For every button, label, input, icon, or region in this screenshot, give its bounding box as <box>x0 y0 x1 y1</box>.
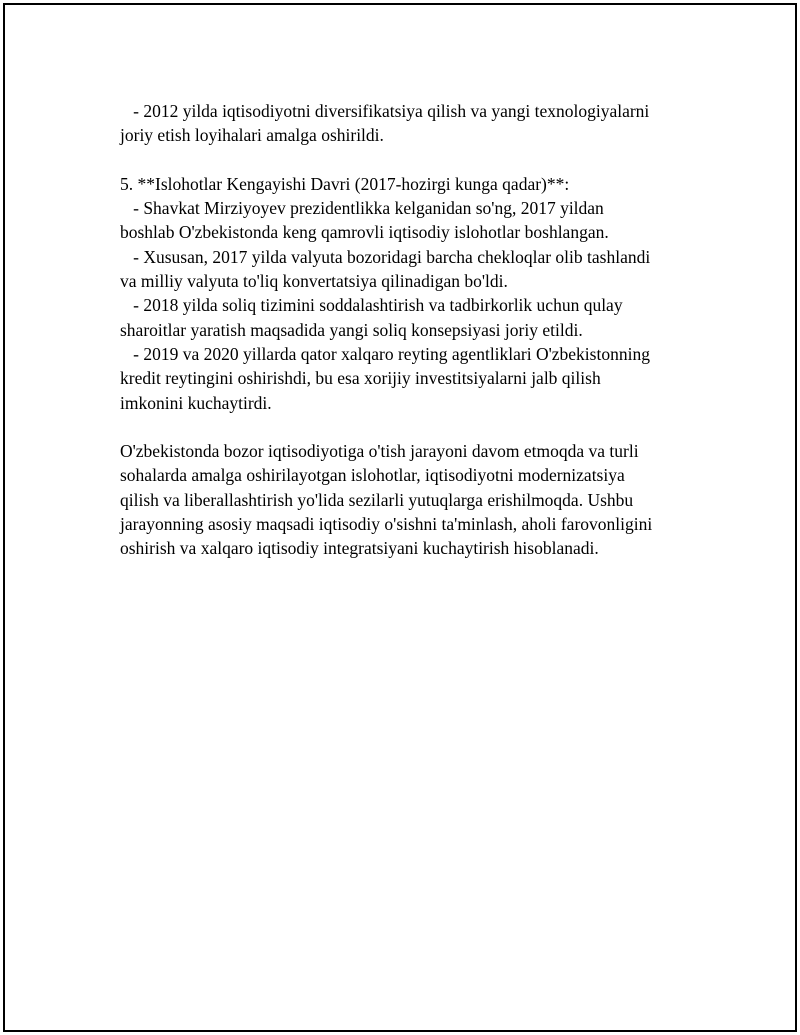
text-line: - 2019 va 2020 yillarda qator xalqaro reyting agentliklari O'zbekistonning <box>120 343 650 364</box>
text-line: oshirish va xalqaro iqtisodiy integratsiyani kuchaytirish hisoblanadi. <box>120 538 599 559</box>
blank-line <box>120 415 700 439</box>
document-page <box>3 3 797 1032</box>
document-body <box>120 99 700 561</box>
text-line: joriy etish loyihalari amalga oshirildi. <box>120 125 384 146</box>
section-heading: 5. **Islohotlar Kengayishi Davri (2017-hozirgi kunga qadar)**: <box>120 173 570 194</box>
text-line: - Xususan, 2017 yilda valyuta bozoridagi barcha chekloqlar olib tashlandi <box>120 246 651 267</box>
text-line: sohalarda amalga oshirilayotgan islohotlar, iqtisodiyotni modernizatsiya <box>120 465 625 486</box>
blank-line <box>120 148 700 172</box>
text-line: boshlab O'zbekistonda keng qamrovli iqtisodiy islohotlar boshlangan. <box>120 222 609 243</box>
text-line: - Shavkat Mirziyoyev prezidentlikka kelganidan so'ng, 2017 yildan <box>120 198 604 219</box>
text-line: qilish va liberallashtirish yo'lida sezilarli yutuqlarga erishilmoqda. Ushbu <box>120 489 634 510</box>
text-line: jarayonning asosiy maqsadi iqtisodiy o'sishni ta'minlash, aholi farovonligini <box>120 514 653 535</box>
text-line: imkonini kuchaytirdi. <box>120 392 272 413</box>
text-line: kredit reytingini oshirishdi, bu esa xorijiy investitsiyalarni jalb qilish <box>120 368 601 389</box>
text-line: va milliy valyuta to'liq konvertatsiya qilinadigan bo'ldi. <box>120 271 508 292</box>
text-line: - 2018 yilda soliq tizimini soddalashtirish va tadbirkorlik uchun qulay <box>120 295 623 316</box>
text-line: sharoitlar yaratish maqsadida yangi soliq konsepsiyasi joriy etildi. <box>120 319 583 340</box>
text-line: - 2012 yilda iqtisodiyotni diversifikatsiya qilish va yangi texnologiyalarni <box>120 101 650 121</box>
text-line: O'zbekistonda bozor iqtisodiyotiga o'tish jarayoni davom etmoqda va turli <box>120 441 639 462</box>
